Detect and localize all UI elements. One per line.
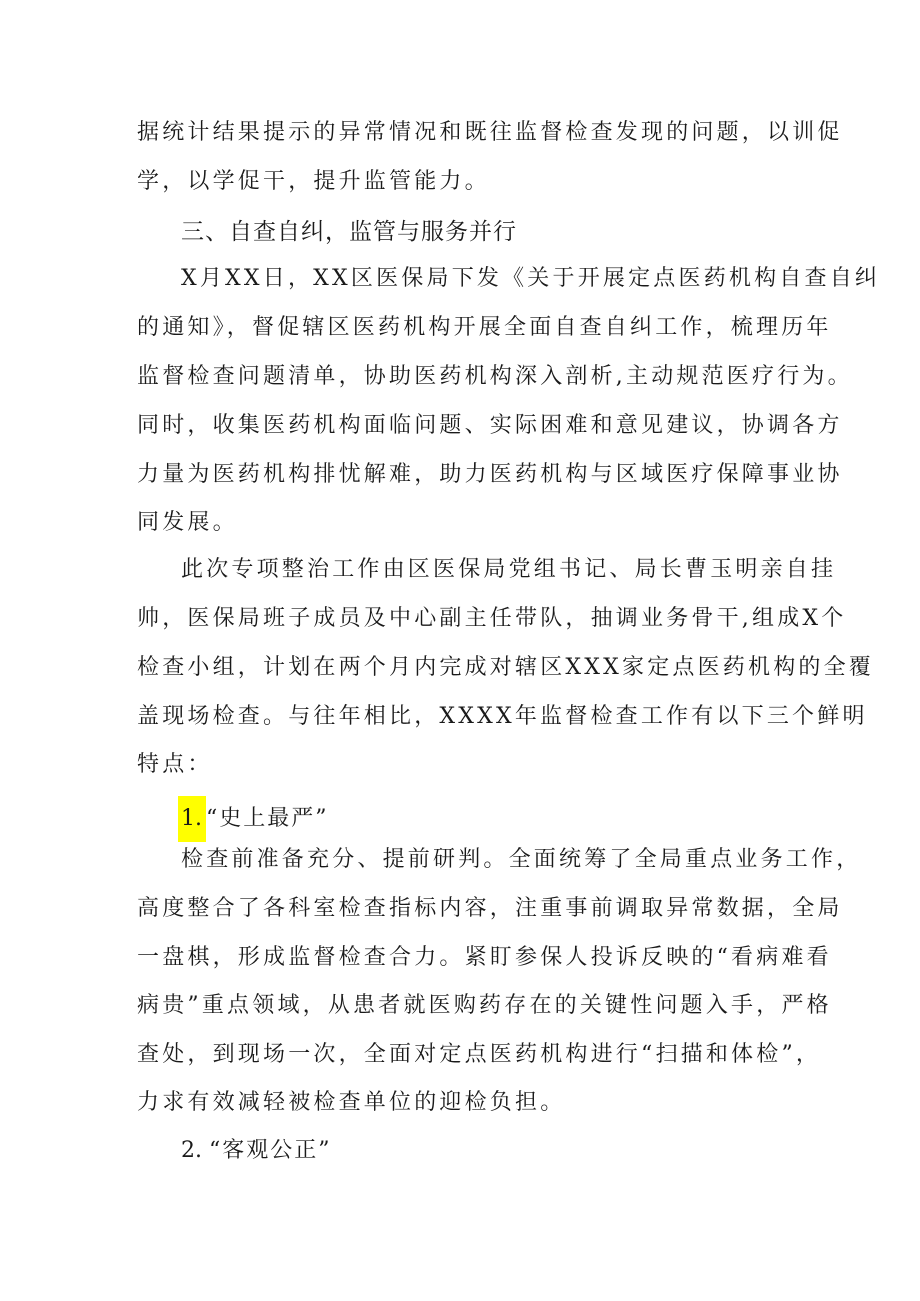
paragraph1-line-2: 的通知》，督促辖区医药机构开展全面自查自纠工作，梳理历年	[137, 315, 832, 340]
paragraph1-line-1: X月XX日，XX区医保局下发《关于开展定点医药机构自查自纠	[181, 266, 881, 291]
paragraph1-line-5: 力量为医药机构排忧解难，助力医药机构与区域医疗保障事业协	[137, 462, 843, 487]
paragraph3-line-2: 高度整合了各科室检查指标内容，注重事前调取异常数据，全局	[137, 896, 843, 921]
paragraph3-line-3: 一盘棋，形成监督检查合力。紧盯参保人投诉反映的“看病难看	[137, 945, 832, 970]
section-heading: 三、自查自纠，监管与服务并行	[181, 219, 517, 245]
paragraph1-line-6: 同发展。	[137, 510, 238, 535]
paragraph3-line-6: 力求有效减轻被检查单位的迎检负担。	[137, 1090, 566, 1115]
paragraph3-line-5: 查处，到现场一次，全面对定点医药机构进行“扫描和体检”，	[137, 1042, 822, 1067]
paragraph1-line-4: 同时，收集医药机构面临问题、实际困难和意见建议，协调各方	[137, 413, 843, 438]
continuation-line-2: 学，以学促干，提升监管能力。	[137, 169, 490, 194]
paragraph1-line-3: 监督检查问题清单，协助医药机构深入剖析,主动规范医疗行为。	[137, 364, 853, 389]
paragraph2-line-3: 检查小组，计划在两个月内完成对辖区XXX家定点医药机构的全覆	[137, 655, 874, 680]
list-item-1-number: 1.	[178, 796, 206, 842]
paragraph3-line-1: 检查前准备充分、提前研判。全面统筹了全局重点业务工作，	[181, 847, 862, 872]
paragraph2-line-4: 盖现场检查。与往年相比，XXXX年监督检查工作有以下三个鲜明	[137, 704, 868, 729]
paragraph3-line-4: 病贵”重点领域，从患者就医购药存在的关键性问题入手，严格	[137, 993, 832, 1018]
list-item-2	[181, 1136, 332, 1166]
paragraph2-line-1: 此次专项整治工作由区医保局党组书记、局长曹玉明亲自挂	[181, 557, 837, 582]
paragraph2-line-5: 特点：	[137, 752, 213, 777]
list-item-2-number: 2.	[181, 1138, 202, 1163]
continuation-line-1: 据统计结果提示的异常情况和既往监督检查发现的问题，以训促	[137, 120, 843, 145]
paragraph2-line-2: 帅，医保局班子成员及中心副主任带队，抽调业务骨干,组成X个	[137, 606, 847, 631]
list-item-1	[181, 796, 329, 842]
list-item-1-title: “史上最严”	[206, 806, 329, 831]
list-item-2-title: “客观公正”	[209, 1138, 332, 1163]
